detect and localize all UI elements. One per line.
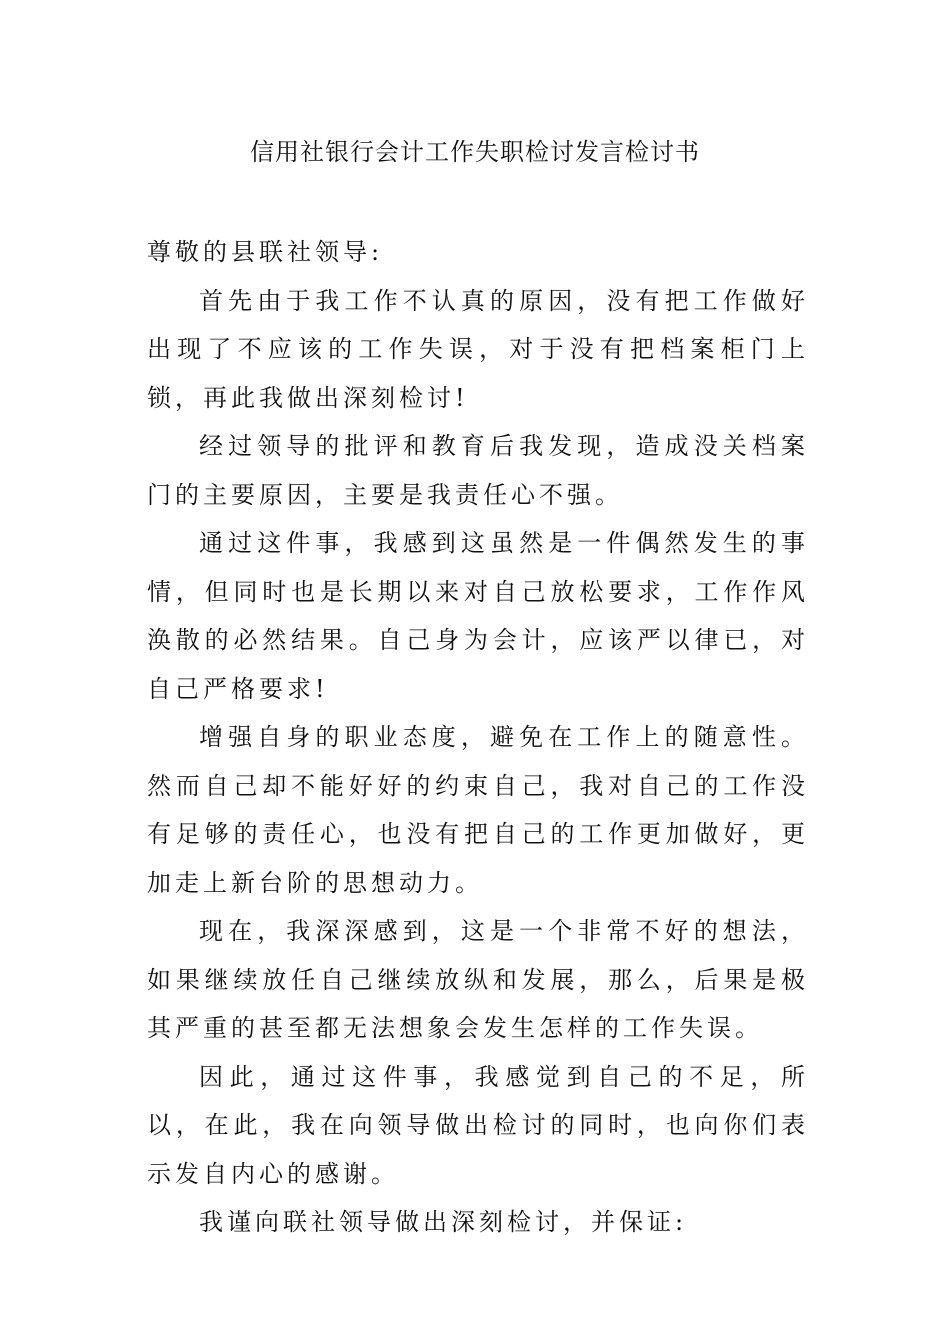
document-body bbox=[147, 228, 809, 1247]
paragraph-4: 增强自身的职业态度，避免在工作上的随意性。然而自己却不能好好的约束自己，我对自己的工作没有足够的责任心，也没有把自己的工作更加做好，更加走上新台阶的思想动力。 bbox=[147, 723, 809, 897]
paragraph-5: 现在，我深深感到，这是一个非常不好的想法，如果继续放任自己继续放纵和发展，那么，后果是极其严重的甚至都无法想象会发生怎样的工作失误。 bbox=[147, 917, 809, 1042]
paragraph-1: 首先由于我工作不认真的原因，没有把工作做好出现了不应该的工作失误，对于没有把档案柜门上锁，再此我做出深刻检讨! bbox=[147, 286, 809, 412]
document-title: 信用社银行会计工作失职检讨发言检讨书 bbox=[250, 138, 700, 166]
paragraph-7: 我谨向联社领导做出深刻检讨，并保证: bbox=[199, 1208, 688, 1236]
paragraph-2: 经过领导的批评和教育后我发现，造成没关档案门的主要原因，主要是我责任心不强。 bbox=[147, 432, 809, 509]
salutation: 尊敬的县联社领导: bbox=[147, 238, 384, 266]
paragraph-6: 因此，通过这件事，我感觉到自己的不足，所以，在此，我在向领导做出检讨的同时，也向你们表示发自内心的感谢。 bbox=[147, 1062, 809, 1188]
paragraph-3: 通过这件事，我感到这虽然是一件偶然发生的事情，但同时也是长期以来对自己放松要求，工作作风涣散的必然结果。自己身为会计，应该严以律已，对自己严格要求! bbox=[147, 529, 809, 703]
